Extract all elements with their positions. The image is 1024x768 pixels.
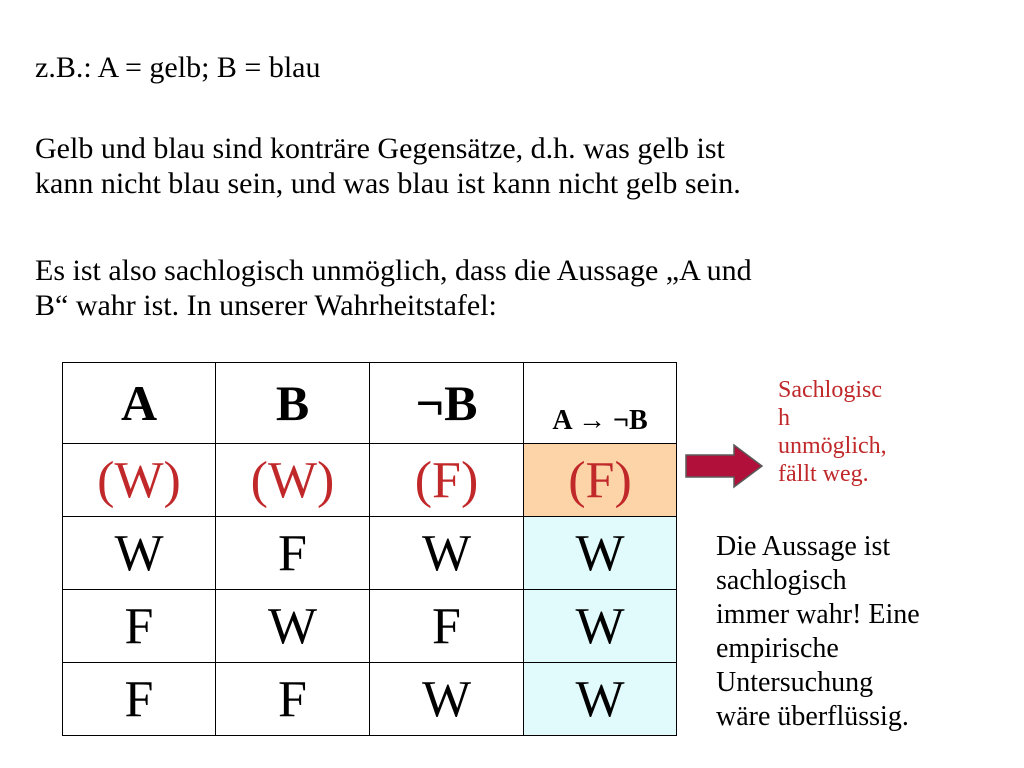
truth-table [62, 362, 677, 736]
table-cell-result: W [524, 517, 677, 590]
table-cell: F [216, 663, 370, 736]
table-cell-result: W [524, 663, 677, 736]
table-row [63, 590, 677, 663]
always-true-note: Die Aussage ist sachlogisch immer wahr! Eine empirische Untersuchung wäre überflüssig. [716, 531, 920, 732]
table-cell: W [216, 590, 370, 663]
table-cell: F [370, 590, 524, 663]
table-cell-result: (F) [524, 444, 677, 517]
right-arrow-icon [684, 443, 764, 494]
header-a: A [63, 363, 216, 444]
header-a-implies-not-b: A → ¬B [524, 363, 677, 444]
table-row [63, 517, 677, 590]
table-cell-result: W [524, 590, 677, 663]
table-cell: F [63, 590, 216, 663]
header-b: B [216, 363, 370, 444]
table-row-impossible [63, 444, 677, 517]
table-cell: (W) [216, 444, 370, 517]
contrary-explanation: Gelb und blau sind konträre Gegensätze, d.h. was gelb ist kann nicht blau sein, und was blau ist kann nicht gelb sein. [35, 132, 741, 200]
table-cell: (W) [63, 444, 216, 517]
impossible-note: Sachlogisc h unmöglich, fällt weg. [778, 377, 887, 487]
truth-table-header-row [63, 363, 677, 444]
impossibility-statement: Es ist also sachlogisch unmöglich, dass die Aussage „A und B“ wahr ist. In unserer Wahrheitstafel: [35, 254, 752, 322]
header-not-b: ¬B [370, 363, 524, 444]
table-cell: (F) [370, 444, 524, 517]
example-line: z.B.: A = gelb; B = blau [35, 51, 321, 84]
table-cell: W [63, 517, 216, 590]
table-cell: F [63, 663, 216, 736]
table-cell: F [216, 517, 370, 590]
table-cell: W [370, 663, 524, 736]
table-row [63, 663, 677, 736]
table-cell: W [370, 517, 524, 590]
